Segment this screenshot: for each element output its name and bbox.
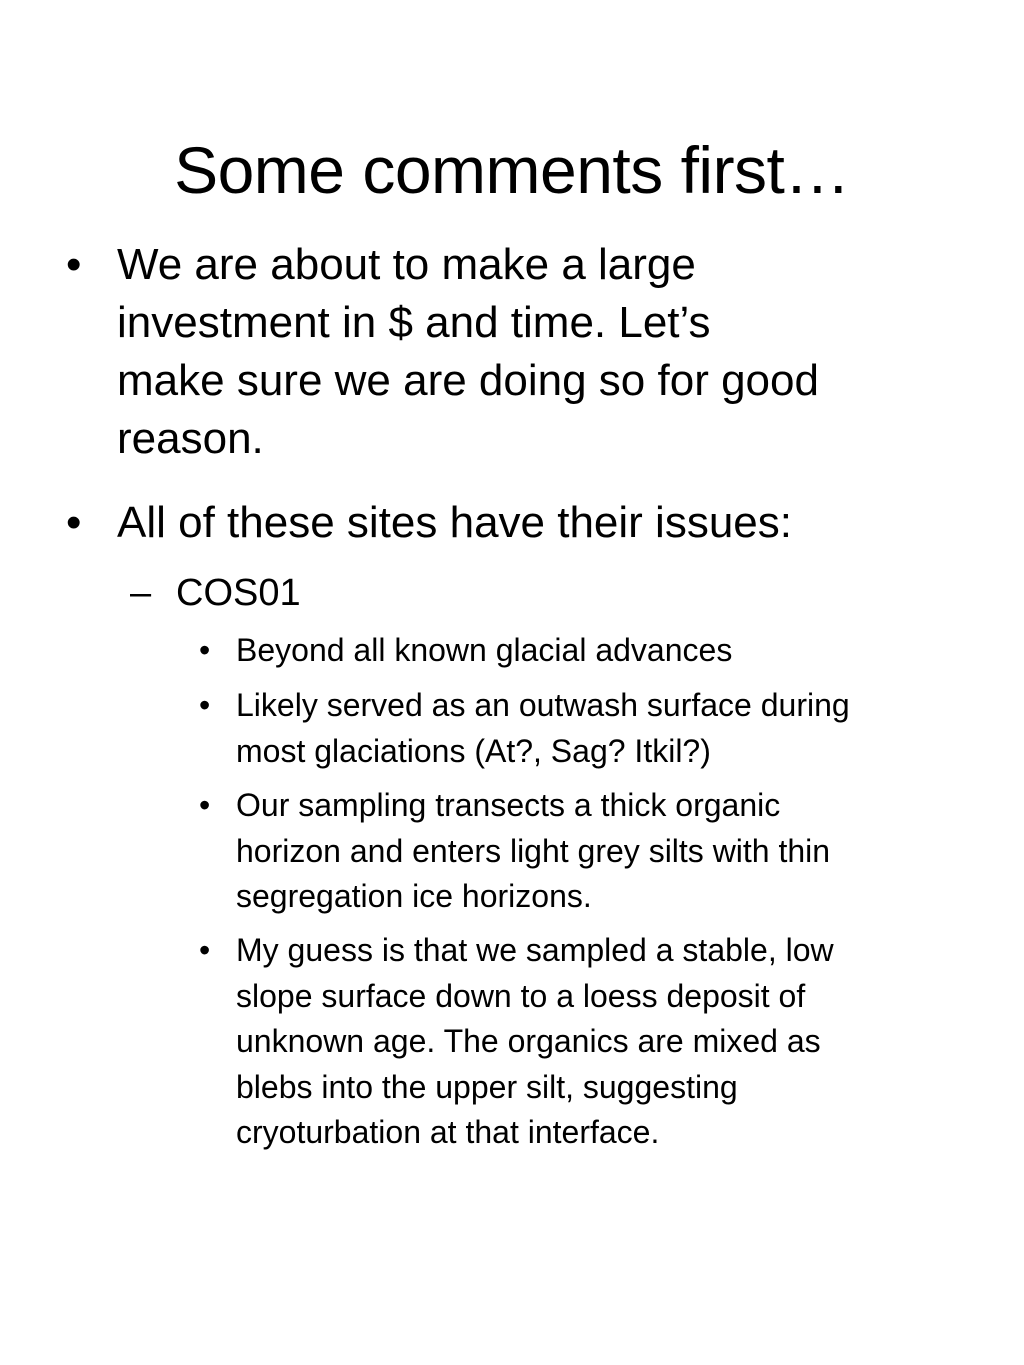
sub-bullet-line: Our sampling transects a thick organic bbox=[236, 787, 781, 823]
sub-bullet-text bbox=[236, 683, 976, 774]
sub-bullet-marker: • bbox=[199, 632, 211, 668]
sub-bullet-line: horizon and enters light grey silts with thin bbox=[236, 832, 831, 869]
bullet-line: We are about to make a large bbox=[117, 240, 696, 289]
sub-bullet-text bbox=[236, 928, 976, 1156]
sub-bullet-line: slope surface down to a loess deposit of bbox=[236, 977, 806, 1014]
sub-bullet-line: Likely served as an outwash surface during bbox=[236, 687, 850, 723]
sub-bullet-line: blebs into the upper silt, suggesting bbox=[236, 1068, 738, 1105]
dash-marker: – bbox=[130, 572, 152, 614]
slide-title: Some comments first… bbox=[174, 133, 850, 207]
sub-bullet-line: My guess is that we sampled a stable, low bbox=[236, 932, 834, 968]
sub-bullet-line: Beyond all known glacial advances bbox=[236, 632, 733, 668]
bullet-text bbox=[117, 494, 987, 552]
bullet-text bbox=[117, 236, 987, 468]
bullet-line: investment in $ and time. Let’s bbox=[117, 298, 711, 347]
sub-item-label: COS01 bbox=[176, 572, 301, 614]
bullet-marker: • bbox=[66, 498, 82, 547]
sub-bullet-marker: • bbox=[199, 787, 211, 823]
sub-bullet-line: cryoturbation at that interface. bbox=[236, 1114, 660, 1150]
bullet-marker: • bbox=[66, 240, 82, 289]
sub-bullet-line: unknown age. The organics are mixed as bbox=[236, 1023, 821, 1059]
sub-bullet-line: most glaciations (At?, Sag? Itkil?) bbox=[236, 732, 711, 769]
sub-bullet-marker: • bbox=[199, 932, 211, 968]
sub-bullet-text bbox=[236, 783, 976, 920]
bullet-line: reason. bbox=[117, 414, 264, 463]
sub-bullet-text bbox=[236, 628, 976, 674]
sub-bullet-marker: • bbox=[199, 687, 211, 723]
bullet-line: All of these sites have their issues: bbox=[117, 498, 792, 547]
sub-bullet-line: segregation ice horizons. bbox=[236, 878, 592, 914]
bullet-line: make sure we are doing so for good bbox=[117, 356, 819, 405]
